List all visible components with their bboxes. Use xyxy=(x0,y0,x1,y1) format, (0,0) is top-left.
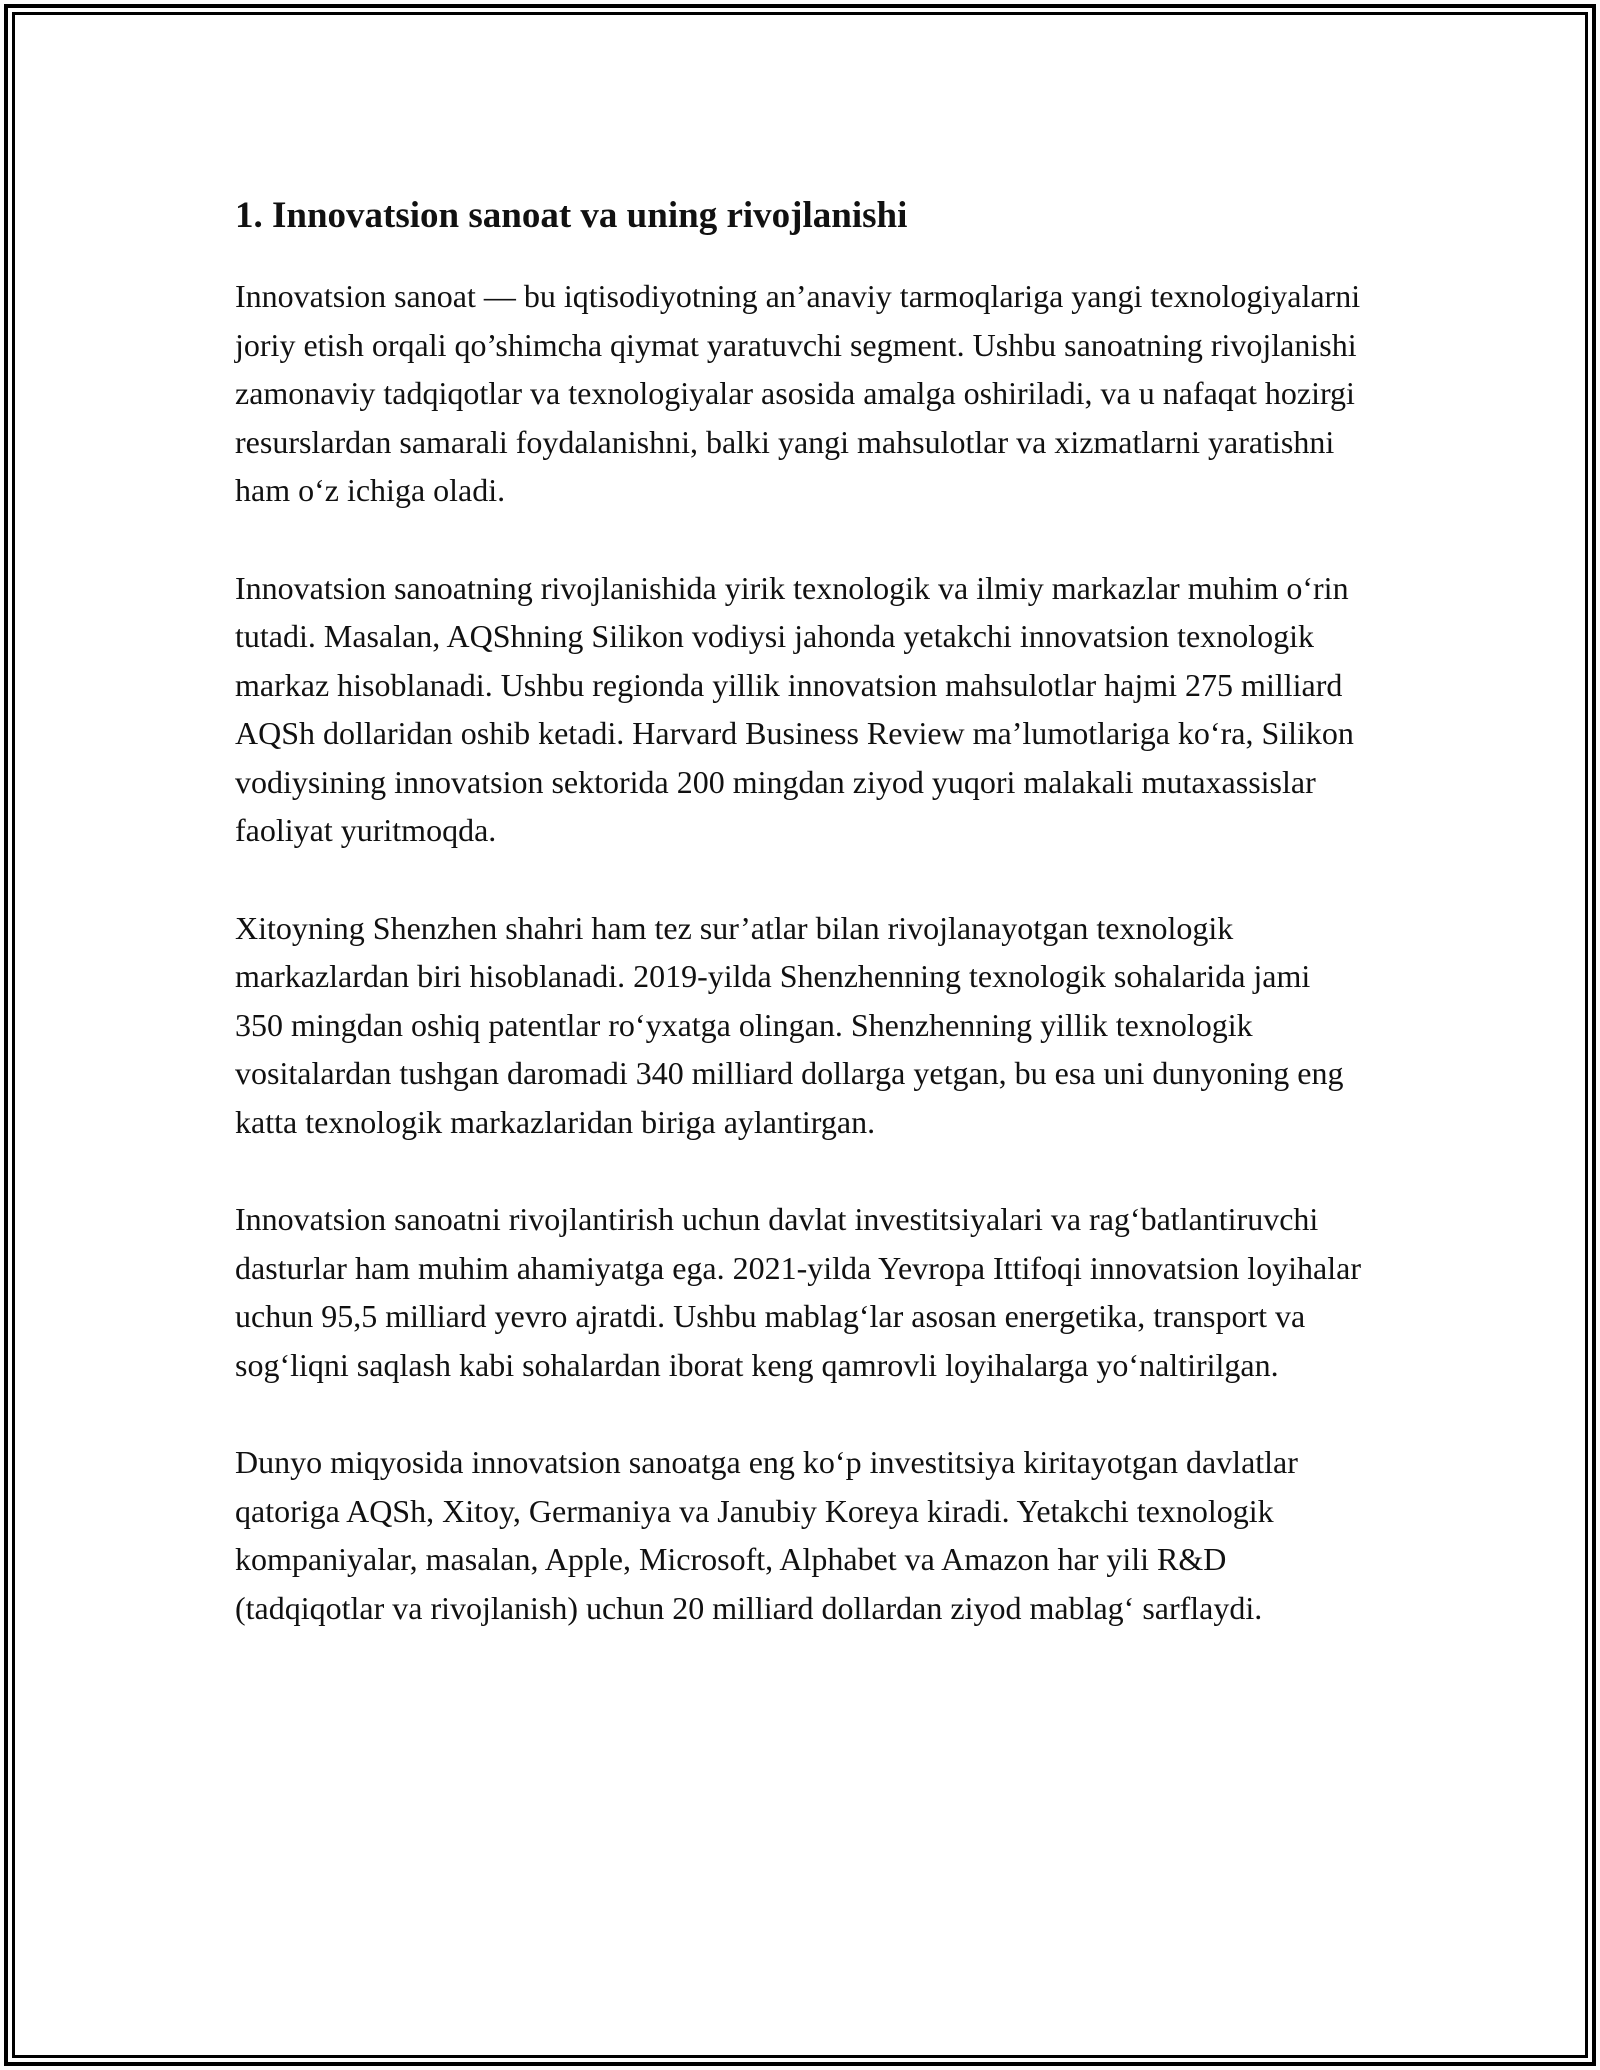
section-heading: 1. Innovatsion sanoat va uning rivojlanishi xyxy=(235,195,908,236)
paragraph-2: Innovatsion sanoatning rivojlanishida yirik texnologik va ilmiy markazlar muhim o‘rin tutadi. Masalan, AQShning Silikon vodiysi jahonda yetakchi innovatsion texnologik markaz hisoblanadi. Ushbu regionda yillik innovatsion mahsulotlar hajmi 275 milliard AQSh dollaridan oshib ketadi. Harvard Business Review ma’lumotlariga ko‘ra, Silikon vodiysining innovatsion sektorida 200 mingdan ziyod yuqori malakali mutaxassislar faoliyat yuritmoqda. xyxy=(235,569,1354,848)
document-body xyxy=(235,188,1365,1632)
paragraph-3: Xitoyning Shenzhen shahri ham tez sur’atlar bilan rivojlanayotgan texnologik markazlardan biri hisoblanadi. 2019-yilda Shenzhenning texnologik sohalarida jami 350 mingdan oshiq patentlar ro‘yxatga olingan. Shenzhenning yillik texnologik vositalardan tushgan daromadi 340 milliard dollarga yetgan, bu esa uni dunyoning eng katta texnologik markazlaridan biriga aylantirgan. xyxy=(235,909,1344,1140)
paragraph-4: Innovatsion sanoatni rivojlantirish uchun davlat investitsiyalari va rag‘batlantiruvchi dasturlar ham muhim ahamiyatga ega. 2021-yilda Yevropa Ittifoqi innovatsion loyihalar uchun 95,5 milliard yevro ajratdi. Ushbu mablag‘lar asosan energetika, transport va sog‘liqni saqlash kabi sohalardan iborat keng qamrovli loyihalarga yo‘naltirilgan. xyxy=(235,1201,1361,1383)
paragraph-5: Dunyo miqyosida innovatsion sanoatga eng ko‘p investitsiya kiritayotgan davlatlar qatoriga AQSh, Xitoy, Germaniya va Janubiy Koreya kiradi. Yetakchi texnologik kompaniyalar, masalan, Apple, Microsoft, Alphabet va Amazon har yili R&D (tadqiqotlar va rivojlanish) uchun 20 milliard dollardan ziyod mablag‘ sarflaydi. xyxy=(235,1444,1298,1626)
paragraph-1: Innovatsion sanoat — bu iqtisodiyotning an’anaviy tarmoqlariga yangi texnologiyalarni joriy etish orqali qo’shimcha qiymat yaratuvchi segment. Ushbu sanoatning rivojlanishi zamonaviy tadqiqotlar va texnologiyalar asosida amalga oshiriladi, va u nafaqat hozirgi resurslardan samarali foydalanishni, balki yangi mahsulotlar va xizmatlarni yaratishni ham o‘z ichiga oladi. xyxy=(235,278,1361,508)
